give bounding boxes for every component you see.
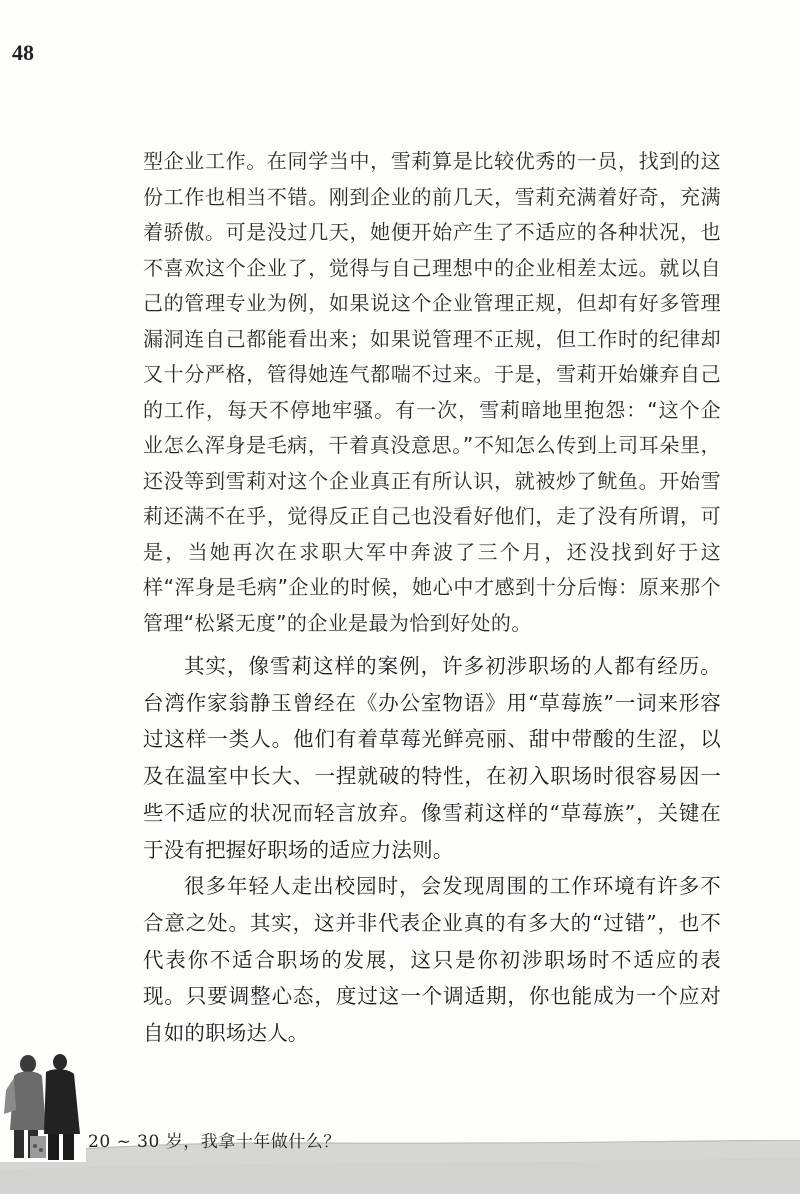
story-paragraph: 型企业工作。在同学当中，雪莉算是比较优秀的一员，找到的这份工作也相当不错。刚到企业的前几天，雪莉充满着好奇，充满着骄傲。可是没过几天，她便开始产生了不适应的各种状况，也不喜欢这个企业了，觉得与自己理想中的企业相差太远。就以自己的管理专业为例，如果说这个企业管理正规，但却有好多管理漏洞连自己都能看出来；如果说管理不正规，但工作时的纪律却又十分严格，管得她连气都喘不过来。于是，雪莉开始嫌弃自己的工作，每天不停地牢骚。有一次，雪莉暗地里抱怨：“这个企业怎么浑身是毛病，干着真没意思。”不知怎么传到上司耳朵里，还没等到雪莉对这个企业真正有所认识，就被炒了鱿鱼。开始雪莉还满不在乎，觉得反正自己也没看好他们，走了没有所谓，可是，当她再次在求职大军中奔波了三个月，还没找到好于这样“浑身是毛病”企业的时候，她心中才感到十分后悔：原来那个管理“松紧无度”的企业是最为恰到好处的。 xyxy=(143,149,721,635)
story-section xyxy=(143,144,721,641)
page-number: 48 xyxy=(12,40,34,65)
body-paragraph-1: 其实，像雪莉这样的案例，许多初涉职场的人都有经历。台湾作家翁静玉曾经在《办公室物语》用“草莓族”一词来形容过这样一类人。他们有着草莓光鲜亮丽、甜中带酸的生涩，以及在温室中长大、一捏就破的特性，在初入职场时很容易因一些不适应的状况而轻言放弃。像雪莉这样的“草莓族”，关键在于没有把握好职场的适应力法则。 xyxy=(143,654,721,862)
people-photo xyxy=(0,1050,86,1162)
footer-book-title: 20 ~ 30 岁，我拿十年做什么？ xyxy=(88,1132,341,1152)
commentary-section xyxy=(143,648,721,1052)
body-paragraph-2: 很多年轻人走出校园时，会发现周围的工作环境有许多不合意之处。其实，这并非代表企业真的有多大的“过错”，也不代表你不适合职场的发展，这只是你初涉职场时不适应的表现。只要调整心态，度过这一个调适期，你也能成为一个应对自如的职场达人。 xyxy=(143,874,721,1046)
